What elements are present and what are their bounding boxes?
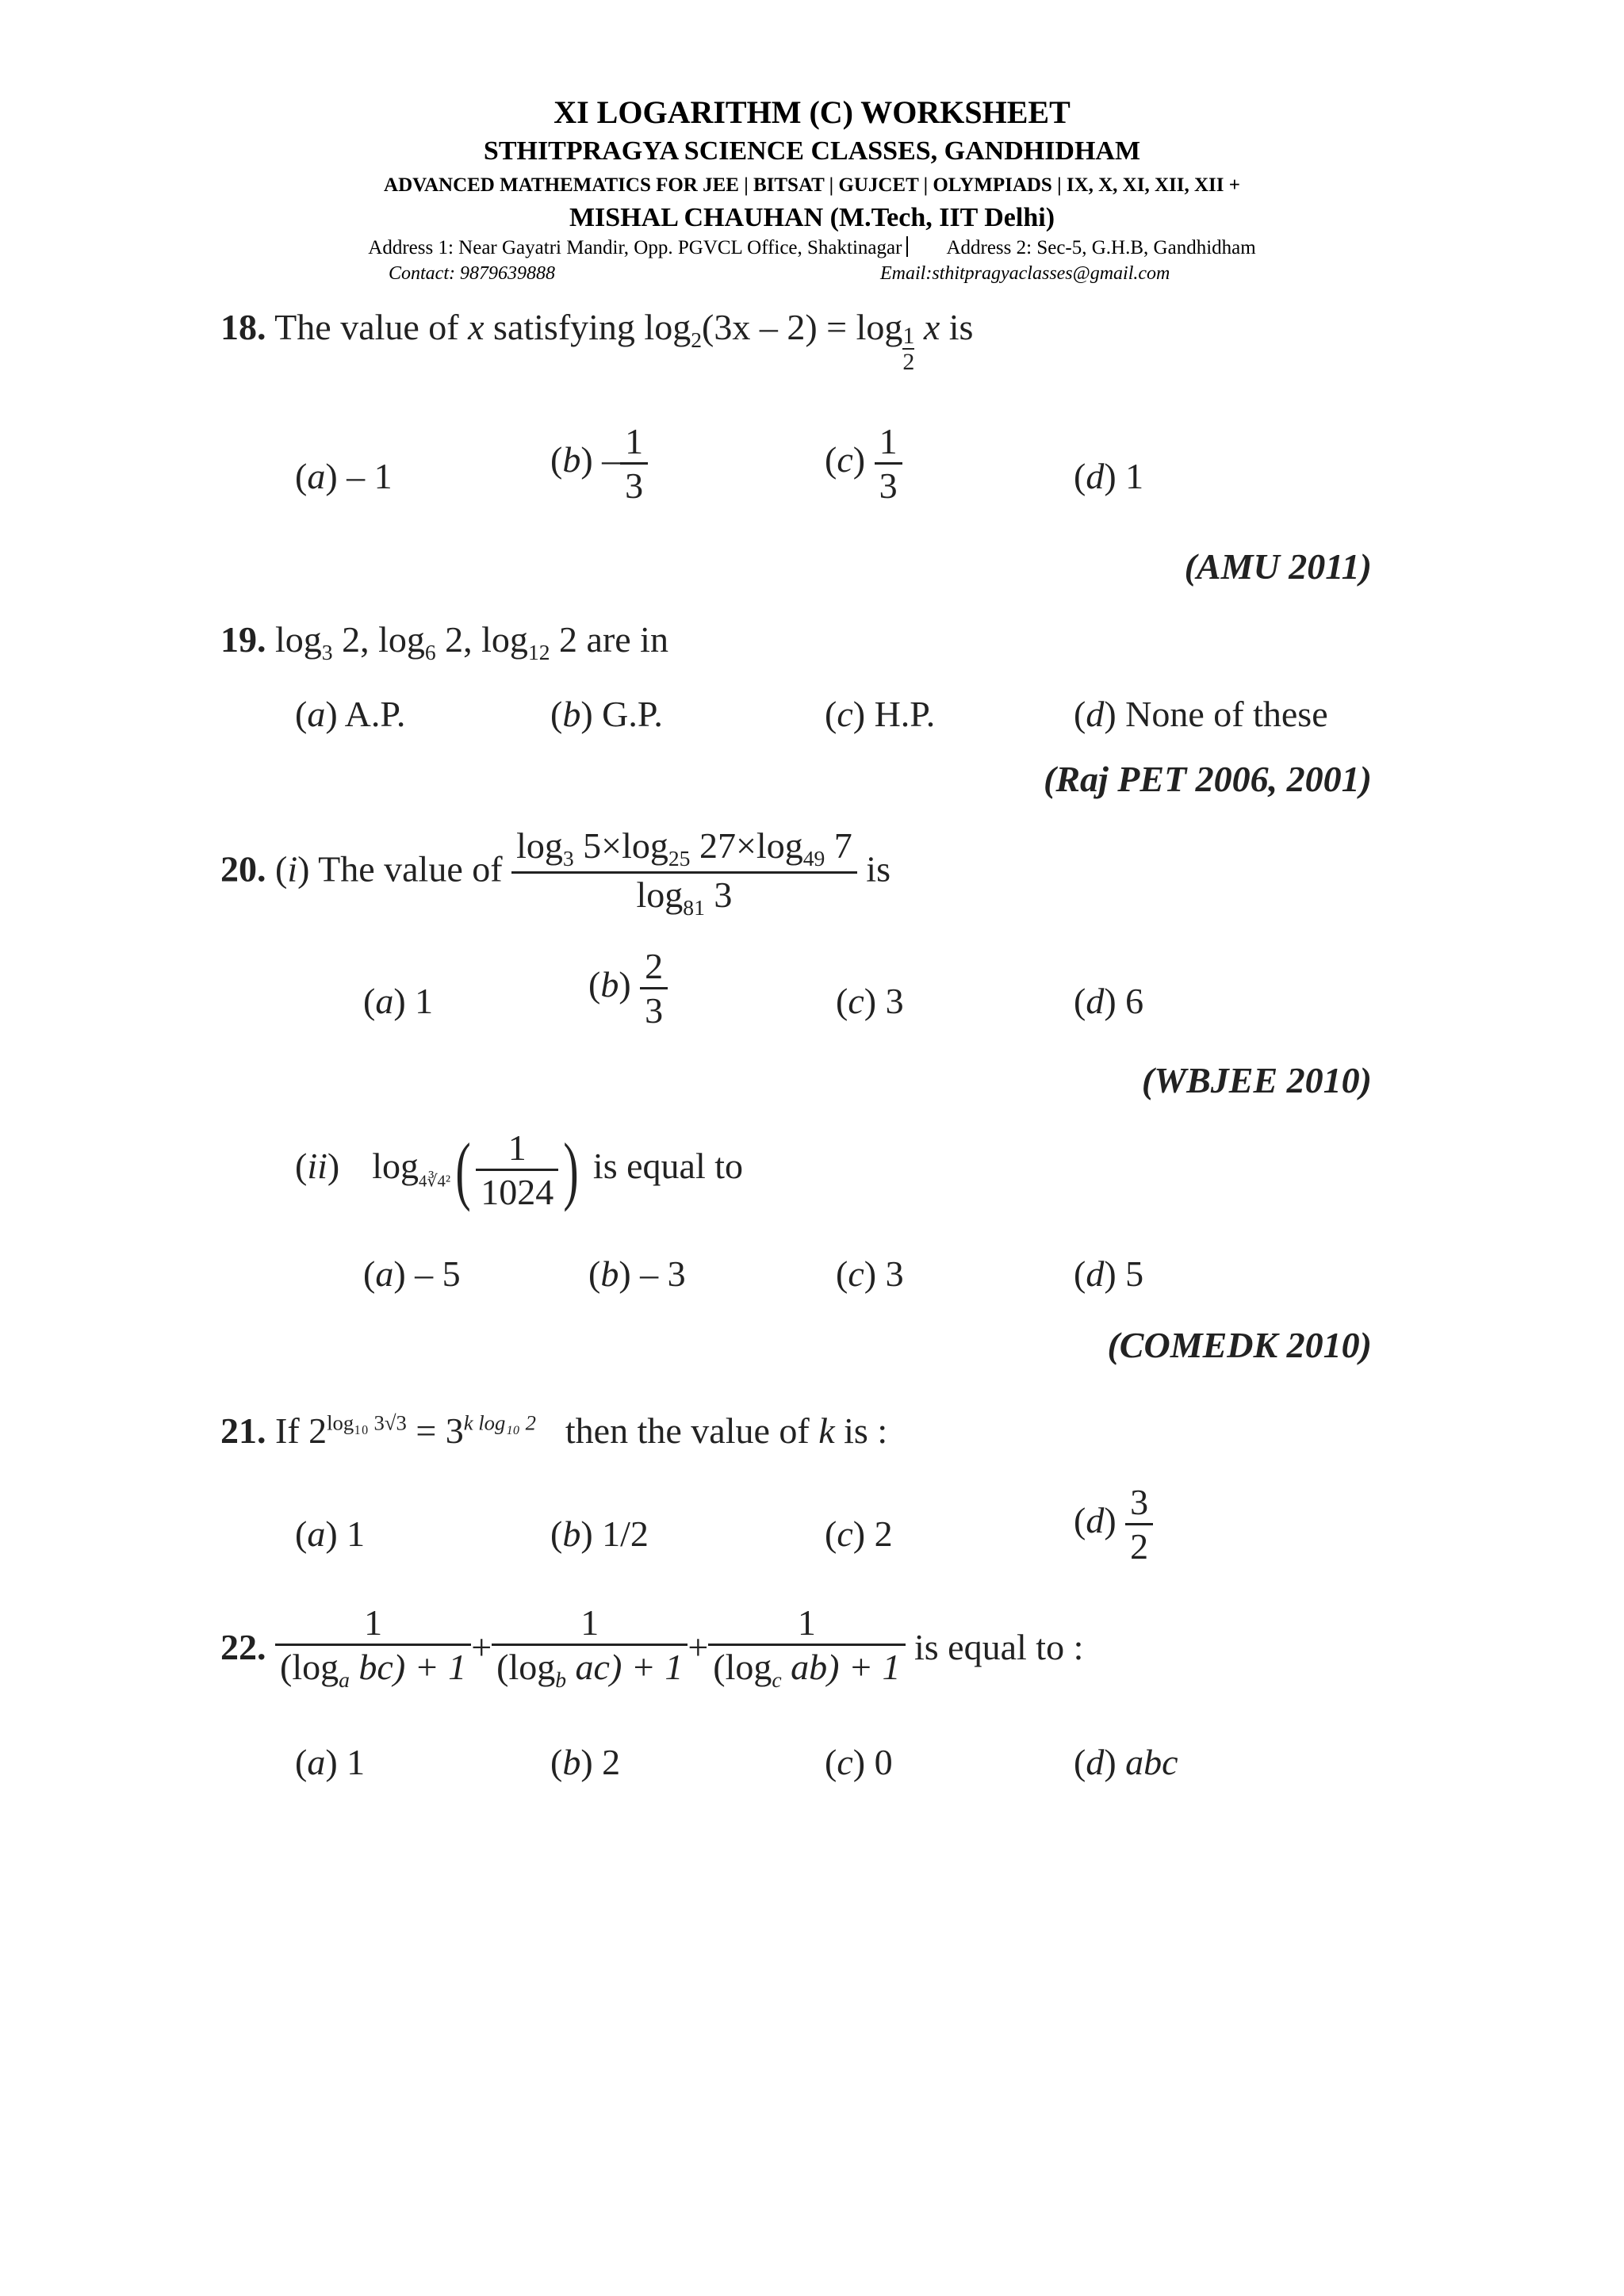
option-a[interactable]: ( a ) – 5 xyxy=(363,1253,461,1295)
question-20-ii-stem: (ii) $\log_{4∛4^2}$( $\frac{1}{1024}$ ) is equal to xyxy=(295,1127,743,1212)
option-d[interactable]: ( d ) None of these xyxy=(1074,693,1328,735)
option-c[interactable]: ( c ) 0 xyxy=(825,1741,893,1783)
option-d[interactable]: ( d ) 6 xyxy=(1074,980,1143,1022)
address-1: Address 1: Near Gayatri Mandir, Opp. PGVCL Office, Shaktinagar xyxy=(368,237,902,258)
institute-name: STHITPRAGYA SCIENCE CLASSES, GANDHIDHAM xyxy=(483,136,1141,166)
option-b[interactable]: ( b ) $\frac{2}{3}$ xyxy=(588,945,668,1031)
tagline: ADVANCED MATHEMATICS FOR JEE | BITSAT | GUJCET | OLYMPIADS | IX, X, XI, XII, XII + xyxy=(384,174,1240,196)
question-19-stem: 19. $\log_3 2$, $\log_6 2$, $\log_{12} 2$ are in xyxy=(220,619,668,665)
question-21-stem: 21. If $2^{log_{10} 3√3} = 3^{k log_{10} 2}$ then the value of k is : xyxy=(220,1410,888,1451)
option-d[interactable]: ( d ) 5 xyxy=(1074,1253,1143,1295)
option-a[interactable]: ( a ) 1 xyxy=(295,1741,365,1783)
teacher-name: MISHAL CHAUHAN (M.Tech, IIT Delhi) xyxy=(569,203,1055,232)
question-18-stem: 18. The value of x satisfying $\log_2(3x - 2) = \log$ $\frac{1}{2}$ x is xyxy=(220,307,974,375)
question-source: (AMU 2011) xyxy=(1184,546,1372,587)
option-c[interactable]: ( c ) $\frac{1}{3}$ xyxy=(825,420,902,507)
option-d[interactable]: ( d ) 1 xyxy=(1074,455,1143,497)
question-source: (COMEDK 2010) xyxy=(1107,1325,1372,1365)
option-c[interactable]: ( c ) H.P. xyxy=(825,693,935,735)
separator xyxy=(906,236,908,257)
question-20-i-stem: 20. (i) The value of $\frac{\log_3 5\times\log_{25} 27\times\log_{49} 7}{\log_{81} 3}$ is xyxy=(220,825,891,920)
address-line xyxy=(0,236,1624,259)
option-d[interactable]: ( d ) $\frac{3}{2}$ xyxy=(1074,1481,1153,1567)
option-b[interactable]: ( b ) – $\frac{1}{3}$ xyxy=(550,420,648,507)
option-b[interactable]: ( b ) G.P. xyxy=(550,693,663,735)
option-c[interactable]: ( c ) 2 xyxy=(825,1513,893,1555)
option-a[interactable]: ( a ) 1 xyxy=(363,980,433,1022)
option-b[interactable]: ( b ) – 3 xyxy=(588,1253,686,1295)
option-c[interactable]: ( c ) 3 xyxy=(836,980,904,1022)
option-c[interactable]: ( c ) 3 xyxy=(836,1253,904,1295)
question-source: (WBJEE 2010) xyxy=(1141,1060,1372,1100)
contact-email: Email:sthitpragyaclasses@gmail.com xyxy=(880,263,1170,284)
worksheet-title: XI LOGARITHM (C) WORKSHEET xyxy=(553,94,1071,130)
option-d[interactable]: ( d ) abc xyxy=(1074,1741,1178,1783)
option-b[interactable]: ( b ) 1/2 xyxy=(550,1513,649,1555)
question-22-stem: 22. $\frac{1}{(\log_a bc) + 1}$ + $\frac{1}{(\log_b ac) + 1}$ + $\frac{1}{(\log_c ab) + 1}$ is equal to : xyxy=(220,1602,1084,1693)
contact-phone: Contact: 9879639888 xyxy=(389,263,555,284)
option-a[interactable]: ( a ) A.P. xyxy=(295,693,405,735)
option-b[interactable]: ( b ) 2 xyxy=(550,1741,620,1783)
question-source: (Raj PET 2006, 2001) xyxy=(1044,759,1372,799)
option-a[interactable]: ( a ) 1 xyxy=(295,1513,365,1555)
option-a[interactable]: ( a ) – 1 xyxy=(295,455,393,497)
address-2: Address 2: Sec-5, G.H.B, Gandhidham xyxy=(946,237,1256,258)
